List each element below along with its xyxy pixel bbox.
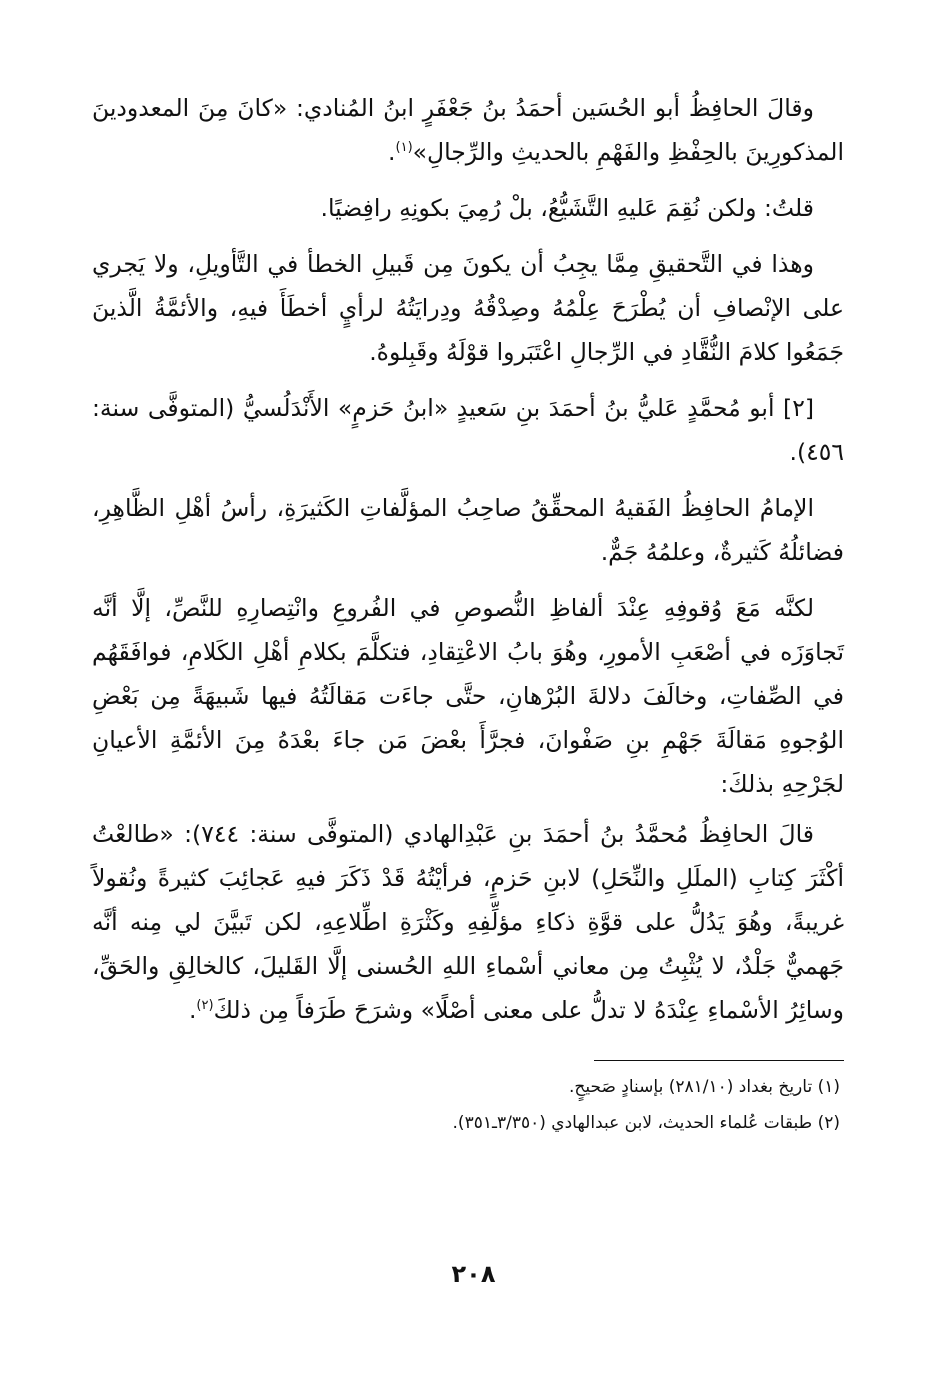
paragraph-1-text: وقالَ الحافِظُ أبو الحُسَين أحمَدُ بنُ جَعْفَرٍ ابنُ المُنادي: «كانَ مِنَ المعدودينَ المذكورِينَ بالحِفْظِ والفَهْمِ بالحديثِ والرِّجالِ» bbox=[92, 94, 844, 166]
footnote-ref-1[interactable]: (١) bbox=[395, 140, 413, 156]
page-number: ٢٠٨ bbox=[451, 1260, 496, 1288]
paragraph-5 bbox=[92, 486, 844, 574]
page-body bbox=[92, 86, 844, 1141]
paragraph-1-end: . bbox=[388, 138, 396, 166]
paragraph-7-text: قالَ الحافِظُ مُحمَّدُ بنُ أحمَدَ بنِ عَبْدِالهادي (المتوفَّى سنة: ٧٤٤): «طالعْتُ أكْثَرَ كِتابِ (الملَلِ والنِّحَلِ) لابنِ حَزمٍ، فرأيْتُهُ قَدْ ذَكَرَ فيهِ عَجائِبَ كثيرةً ونُقولاً غريبةً، وهُوَ يَدُلُّ على قوَّةِ ذكاءِ مؤلِّفِهِ وكَثْرَةِ اطِّلاعِهِ، لكن تَبيَّنَ لي مِنه أنَّه جَهميٌّ جَلْدٌ، لا يُثْبِتُ مِن معاني أسْماءِ اللهِ الحُسنى إلَّا القَليلَ، كالخالِقِ والحَقِّ، وسائِرُ الأسْماءِ عِنْدَهُ لا تدلُّ على معنى أصْلًا» وشرَحَ طَرَفاً مِن ذلكَ bbox=[92, 820, 844, 1024]
paragraph-6 bbox=[92, 586, 844, 806]
paragraph-3 bbox=[92, 242, 844, 374]
paragraph-3-text: وهذا في التَّحقيقِ مِمَّا يجِبُ أن يكونَ مِن قَبيلِ الخطأ في التَّأويلِ، ولا يَجري على الإنْصافِ أن يُطْرَحَ عِلْمُهُ وصِدْقُهُ ودِرايَتُهُ لرأيٍ أخطَأَ فيهِ، والأئمَّةُ الَّذينَ جَمَعُوا كلامَ النُّقَّادِ في الرِّجالِ اعْتَبَروا قوْلَهُ وقَبِلوهُ. bbox=[92, 250, 844, 366]
footnote-ref-2[interactable]: (٢) bbox=[196, 998, 214, 1014]
footnote-divider bbox=[594, 1060, 844, 1061]
paragraph-5-text: الإمامُ الحافِظُ الفَقيهُ المحقِّقُ صاحِبُ المؤلَّفاتِ الكَثيرَةِ، رأسُ أهْلِ الظَّاهِرِ، فضائلُهُ كَثيرةٌ، وعلمُهُ جَمٌّ. bbox=[92, 494, 844, 566]
footnote-2: (٢) طبقات عُلماء الحديث، لابن عبدالهادي (٣/٣٥٠ـ٣٥١). bbox=[452, 1113, 840, 1133]
paragraph-7-end: . bbox=[188, 996, 197, 1024]
paragraph-6-text: لكنَّه مَعَ وُقوفِهِ عِنْدَ ألفاظِ النُّصوصِ في الفُروعِ وانْتِصارِهِ للنَّصِّ، إلَّا أنَّه تَجاوَزَه في أصْعَبِ الأمورِ، وهُوَ بابُ الاعْتِقادِ، فتكلَّمَ بكلامِ أهْلِ الكَلامِ، فوافَقَهُم في الصِّفاتِ، وخالَفَ دلالةَ البُرْهانِ، حتَّى جاءَت مَقالَتُهُ فيها شَبيهَةً مِن بَعْضِ الوُجوهِ مَقالَةَ جَهْمِ بنِ صَفْوانَ، فجرَّأَ بعْضَ مَن جاءَ بعْدَهُ مِنَ الأئمَّةِ الأعيانِ لجَرْحِهِ بذلكَ: bbox=[92, 594, 844, 798]
footnote-1: (١) تاريخ بغداد (٢٨١/١٠) بإسنادٍ صَحيحٍ. bbox=[568, 1077, 840, 1097]
entry-heading-2-text: [٢] أبو مُحمَّدٍ عَليُّ بنُ أحمَدَ بنِ سَعيدٍ «ابنُ حَزمٍ» الأَنْدَلُسيُّ (المتوفَّى سنة: ٤٥٦). bbox=[92, 394, 844, 466]
paragraph-7 bbox=[92, 812, 844, 1032]
paragraph-2 bbox=[92, 186, 844, 230]
paragraph-1 bbox=[92, 86, 844, 174]
entry-heading-2 bbox=[92, 386, 844, 474]
paragraph-2-text: قلتُ: ولكن نُقِمَ عَليهِ التَّشَيُّعُ، بلْ رُمِيَ بكونِهِ رافِضيًا. bbox=[320, 194, 814, 222]
